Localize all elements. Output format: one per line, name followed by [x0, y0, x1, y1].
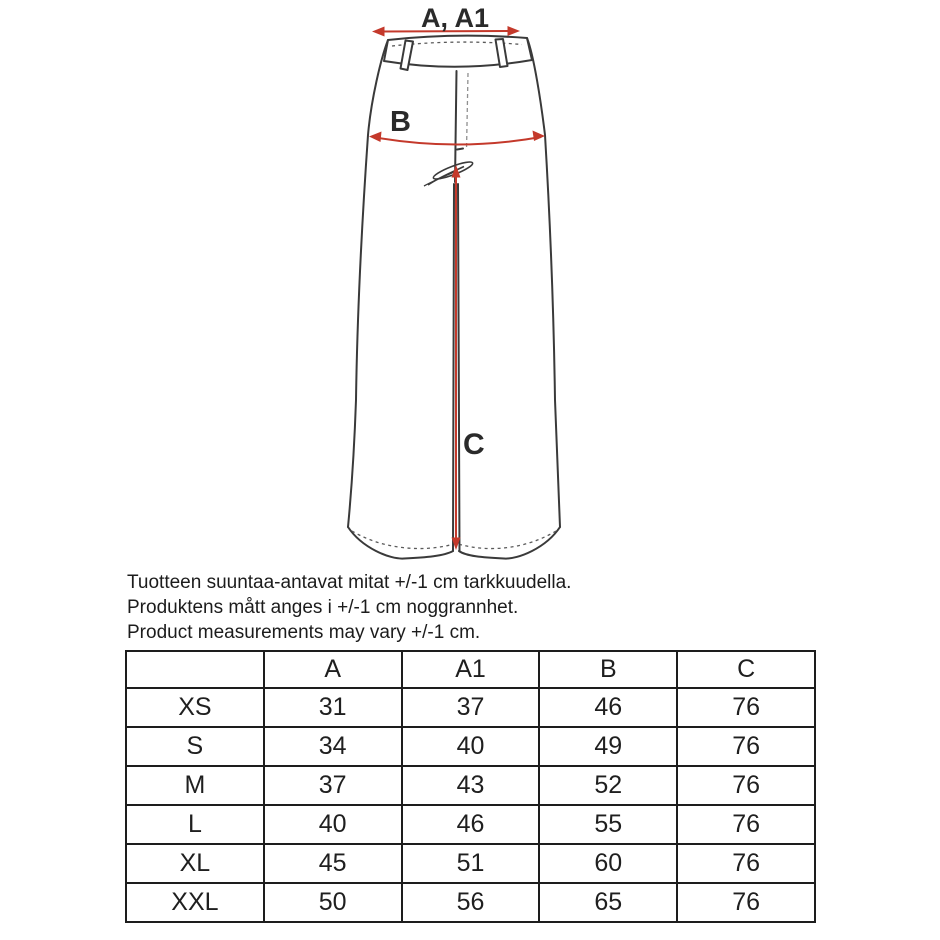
table-header-b: B [539, 651, 677, 688]
size-cell: XL [126, 844, 264, 883]
fly-topstitch [467, 73, 469, 150]
waist-label: A, A1 [420, 3, 490, 33]
table-row-l [126, 805, 815, 844]
note-english: Product measurements may vary +/-1 cm. [127, 622, 481, 643]
size-cell: L [126, 805, 264, 844]
value-cell: 51 [402, 844, 540, 883]
arrowhead-right-icon [533, 131, 546, 142]
size-cell: S [126, 727, 264, 766]
value-cell: 76 [677, 805, 815, 844]
value-cell: 46 [539, 688, 677, 727]
value-cell: 37 [264, 766, 402, 805]
size-cell: M [126, 766, 264, 805]
value-cell: 76 [677, 844, 815, 883]
value-cell: 76 [677, 883, 815, 922]
value-cell: 40 [402, 727, 540, 766]
table-row-m [126, 766, 815, 805]
value-cell: 49 [539, 727, 677, 766]
measure-hip-curve [373, 137, 541, 145]
value-cell: 34 [264, 727, 402, 766]
note-finnish: Tuotteen suuntaa-antavat mitat +/-1 cm tarkkuudella. [127, 572, 572, 593]
table-header-c: C [677, 651, 815, 688]
size-cell: XXL [126, 883, 264, 922]
value-cell: 46 [402, 805, 540, 844]
left-outseam [348, 40, 388, 527]
value-cell: 76 [677, 766, 815, 805]
right-inseam [458, 184, 460, 551]
value-cell: 65 [539, 883, 677, 922]
left-inseam [453, 184, 454, 551]
value-cell: 40 [264, 805, 402, 844]
inseam-label: C [463, 428, 485, 461]
table-row-xs [126, 688, 815, 727]
value-cell: 43 [402, 766, 540, 805]
note-swedish: Produktens mått anges i +/-1 cm noggrannhet. [127, 597, 519, 618]
left-hem [348, 527, 453, 559]
table-header-row [126, 651, 815, 688]
value-cell: 56 [402, 883, 540, 922]
value-cell: 52 [539, 766, 677, 805]
arrowhead-left-icon [369, 132, 382, 143]
value-cell: 45 [264, 844, 402, 883]
value-cell: 50 [264, 883, 402, 922]
size-table [125, 650, 816, 923]
value-cell: 60 [539, 844, 677, 883]
table-row-xl [126, 844, 815, 883]
measurement-notes [127, 570, 571, 645]
value-cell: 55 [539, 805, 677, 844]
value-cell: 31 [264, 688, 402, 727]
table-row-xxl [126, 883, 815, 922]
value-cell: 37 [402, 688, 540, 727]
table-header-size [126, 651, 264, 688]
table-header-a: A [264, 651, 402, 688]
value-cell: 76 [677, 727, 815, 766]
value-cell: 76 [677, 688, 815, 727]
size-cell: XS [126, 688, 264, 727]
hip-label: B [390, 106, 411, 138]
table-row-s [126, 727, 815, 766]
arrowhead-right-icon [508, 26, 521, 36]
arrowhead-left-icon [372, 27, 385, 37]
right-hem [459, 527, 560, 559]
table-header-a1: A1 [402, 651, 540, 688]
right-outseam [527, 38, 560, 527]
front-notch-mark [457, 149, 463, 150]
crotch-swoosh-icon [424, 159, 474, 186]
